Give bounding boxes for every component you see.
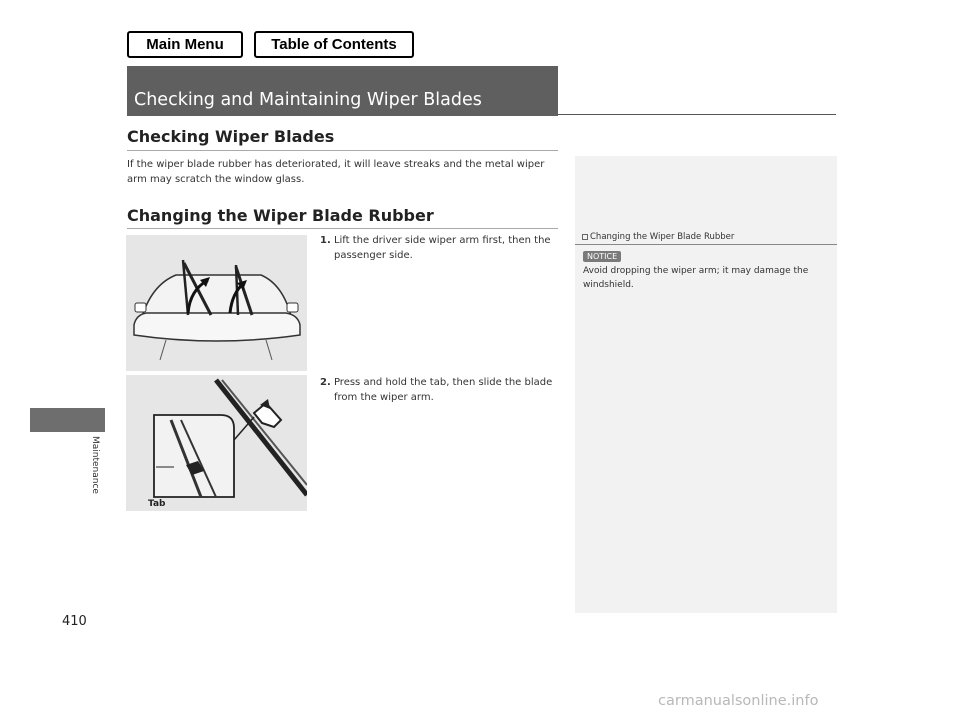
step-text: Press and hold the tab, then slide the blade from the wiper arm. (333, 377, 553, 403)
checking-text: If the wiper blade rubber has deteriorated, it will leave streaks and the metal wiper arm may scratch the window glass. (127, 159, 545, 185)
section-title: Checking and Maintaining Wiper Blades (127, 66, 558, 116)
table-of-contents-button[interactable]: Table of Contents (254, 31, 414, 58)
wiper-tab-illustration (126, 375, 307, 511)
step-2 (320, 375, 560, 405)
figure-lift-wipers (126, 235, 307, 371)
figure-remove-blade (126, 375, 307, 511)
page-number: 410 (62, 614, 87, 629)
note-title-text: Changing the Wiper Blade Rubber (590, 232, 735, 242)
title-divider (558, 114, 836, 115)
tab-label: Tab (148, 499, 166, 509)
heading-divider (127, 228, 558, 229)
note-divider (575, 244, 837, 245)
main-menu-button[interactable]: Main Menu (127, 31, 243, 58)
car-windshield-illustration (126, 235, 307, 371)
watermark: carmanualsonline.info (658, 693, 819, 709)
heading-divider (127, 150, 558, 151)
changing-heading: Changing the Wiper Blade Rubber (127, 206, 434, 225)
step-text: Lift the driver side wiper arm first, then the passenger side. (333, 235, 551, 261)
notes-panel (575, 156, 837, 613)
step-number: 2. (320, 377, 331, 388)
step-1 (320, 233, 560, 263)
chapter-label: Maintenance (90, 436, 100, 494)
note-title (582, 232, 734, 242)
checking-heading: Checking Wiper Blades (127, 127, 335, 146)
note-bullet-icon (582, 234, 588, 240)
notice-badge: NOTICE (583, 251, 621, 262)
chapter-tab (30, 408, 105, 432)
step-number: 1. (320, 235, 331, 246)
note-text: Avoid dropping the wiper arm; it may damage the windshield. (583, 266, 809, 290)
